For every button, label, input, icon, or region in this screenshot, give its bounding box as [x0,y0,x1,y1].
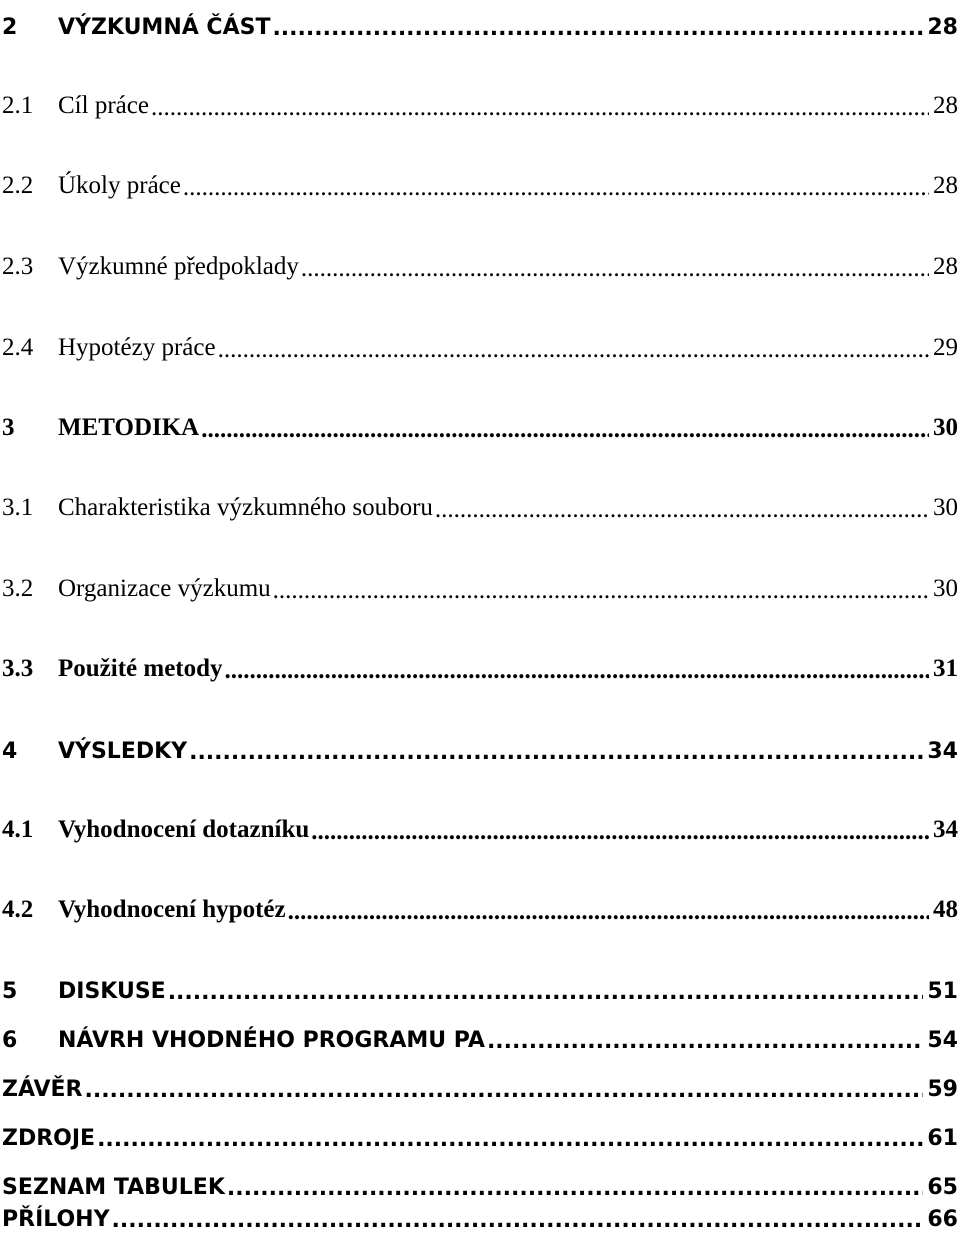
toc-entry[interactable] [0,964,960,1004]
toc-entry-page: 54 [927,1028,958,1053]
toc-entry-title: Organizace výzkumu [58,575,271,602]
toc-entry-number: 2.3 [2,253,34,280]
toc-entry-title: Vyhodnocení hypotéz [58,896,286,923]
toc-dot-leader [201,417,929,442]
toc-entry[interactable] [0,563,960,603]
toc-entry[interactable] [0,1111,960,1151]
toc-entry-number: 3 [2,414,15,441]
toc-entry[interactable] [0,241,960,281]
toc-entry-number: 4.1 [2,816,34,843]
toc-entry[interactable] [0,1062,960,1102]
toc-entry-title: METODIKA [58,414,200,441]
toc-entry[interactable] [0,804,960,844]
toc-entry-page: 30 [933,414,958,441]
toc-dot-leader [487,1031,923,1053]
toc-entry-page: 28 [927,15,958,40]
toc-entry-number: 4.2 [2,896,34,923]
toc-entry-title: VÝSLEDKY [58,739,188,764]
toc-entry[interactable] [0,402,960,442]
toc-entry-number: 3.2 [2,575,34,602]
toc-dot-leader [311,819,929,844]
toc-entry[interactable] [0,0,960,40]
toc-entry-page: 28 [933,172,958,199]
toc-entry-page: 34 [933,816,958,843]
toc-entry-number: 2 [2,15,18,40]
toc-entry-page: 34 [927,739,958,764]
toc-dot-leader [97,1129,923,1151]
toc-dot-leader [288,899,929,924]
toc-entry-page: 48 [933,896,958,923]
toc-entry-title: Cíl práce [58,92,149,119]
toc-dot-leader [151,95,929,120]
toc-entry-page: 31 [933,655,958,682]
toc-entry-page: 59 [927,1077,958,1102]
toc-entry-page: 28 [933,92,958,119]
toc-dot-leader [189,742,923,764]
toc-entry-page: 51 [927,979,958,1004]
toc-entry-number: 2.2 [2,172,34,199]
toc-entry-number: 6 [2,1028,18,1053]
toc-entry[interactable] [0,80,960,120]
toc-dot-leader [301,256,929,281]
toc-entry[interactable] [0,1192,960,1232]
toc-entry[interactable] [0,643,960,683]
toc-entry-page: 61 [927,1126,958,1151]
toc-entry-title: DISKUSE [58,979,166,1004]
toc-entry-title: ZÁVĚR [2,1077,83,1102]
toc-dot-leader [112,1210,924,1232]
toc-entry-page: 30 [933,575,958,602]
toc-entry-number: 4 [2,739,18,764]
toc-entry-title: NÁVRH VHODNÉHO PROGRAMU PA [58,1028,485,1053]
toc-entry-page: 29 [933,334,958,361]
toc-entry-number: 5 [2,979,18,1004]
toc-entry[interactable] [0,322,960,362]
toc-dot-leader [435,497,929,522]
toc-entry-title: Výzkumné předpoklady [58,253,299,280]
toc-entry[interactable] [0,160,960,200]
toc-entry-number: 2.4 [2,334,34,361]
toc-dot-leader [273,578,929,603]
toc-entry-title: Charakteristika výzkumného souboru [58,494,433,521]
toc-entry[interactable] [0,1013,960,1053]
toc-entry-title: ZDROJE [2,1126,96,1151]
toc-entry-title: Úkoly práce [58,172,181,199]
toc-entry-page: 28 [933,253,958,280]
toc-entry-title: Použité metody [58,655,223,682]
toc-entry[interactable] [0,482,960,522]
toc-entry-page: 65 [927,1175,958,1200]
toc-entry-title: SEZNAM TABULEK [2,1175,225,1200]
toc-entry-page: 66 [927,1207,958,1232]
toc-entry-title: Hypotézy práce [58,334,216,361]
toc-dot-leader [218,337,929,362]
toc-entry-title: PŘÍLOHY [2,1207,110,1232]
toc-entry-number: 3.3 [2,655,34,682]
toc-dot-leader [84,1080,923,1102]
toc-entry[interactable] [0,724,960,764]
toc-dot-leader [168,982,924,1004]
toc-entry[interactable] [0,884,960,924]
toc-entry-number: 3.1 [2,494,34,521]
toc-entry-page: 30 [933,494,958,521]
toc-entry-title: Vyhodnocení dotazníku [58,816,310,843]
toc-entry-number: 2.1 [2,92,34,119]
toc-dot-leader [183,175,929,200]
toc-entry-title: VÝZKUMNÁ ČÁST [58,15,271,40]
toc-dot-leader [272,18,923,40]
toc-dot-leader [225,658,929,683]
